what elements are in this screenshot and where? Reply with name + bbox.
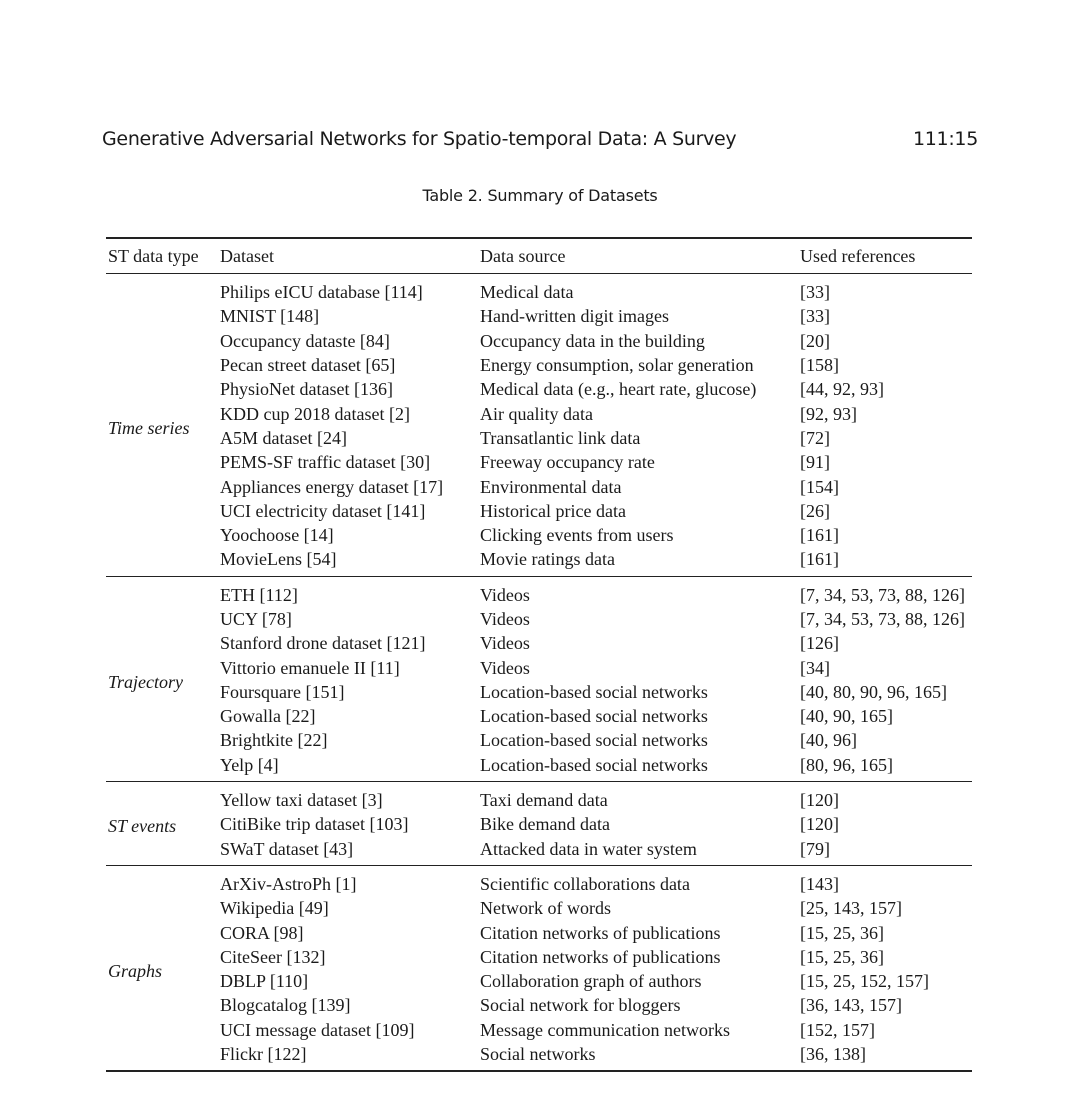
dataset-cell: CORA [98] xyxy=(220,922,304,943)
used-references-cell: [40, 90, 165] xyxy=(800,706,893,727)
table-row xyxy=(106,547,972,576)
data-source-cell: Clicking events from users xyxy=(480,525,674,546)
used-references-cell: [126] xyxy=(800,633,839,654)
table-row xyxy=(106,377,972,401)
dataset-cell: Foursquare [151] xyxy=(220,681,345,702)
used-references-cell: [7, 34, 53, 73, 88, 126] xyxy=(800,584,965,605)
dataset-cell: Yellow taxi dataset [3] xyxy=(220,790,383,811)
table-row xyxy=(106,680,972,704)
dataset-cell: Appliances energy dataset [17] xyxy=(220,476,444,497)
column-header-data-source: Data source xyxy=(480,245,566,266)
used-references-cell: [91] xyxy=(800,452,830,473)
table-row xyxy=(106,274,972,305)
table-row xyxy=(106,993,972,1017)
used-references-cell: [120] xyxy=(800,814,839,835)
dataset-cell: Gowalla [22] xyxy=(220,706,316,727)
used-references-cell: [15, 25, 36] xyxy=(800,946,884,967)
table-caption: Table 2. Summary of Datasets xyxy=(422,186,658,205)
used-references-cell: [152, 157] xyxy=(800,1019,875,1040)
table-row xyxy=(106,631,972,655)
page-number: 111:15 xyxy=(912,128,978,150)
data-source-cell: Location-based social networks xyxy=(480,754,708,775)
data-source-cell: Social networks xyxy=(480,1044,596,1065)
table-row xyxy=(106,945,972,969)
column-header-st-data-type: ST data type xyxy=(108,245,199,266)
used-references-cell: [92, 93] xyxy=(800,403,857,424)
dataset-cell: KDD cup 2018 dataset [2] xyxy=(220,403,410,424)
table-row xyxy=(106,1042,972,1071)
table-row xyxy=(106,329,972,353)
dataset-cell: Vittorio emanuele II [11] xyxy=(220,657,400,678)
dataset-cell: Flickr [122] xyxy=(220,1044,307,1065)
dataset-cell: UCI message dataset [109] xyxy=(220,1019,415,1040)
table-row xyxy=(106,969,972,993)
used-references-cell: [72] xyxy=(800,427,830,448)
st-data-type-cell: Graphs xyxy=(108,961,163,982)
used-references-cell: [33] xyxy=(800,282,830,303)
used-references-cell: [44, 92, 93] xyxy=(800,379,884,400)
data-source-cell: Bike demand data xyxy=(480,814,610,835)
data-source-cell: Movie ratings data xyxy=(480,549,615,570)
dataset-cell: Yoochoose [14] xyxy=(220,525,334,546)
used-references-cell: [25, 143, 157] xyxy=(800,898,902,919)
dataset-cell: ArXiv-AstroPh [1] xyxy=(220,873,357,894)
st-data-type-cell: Trajectory xyxy=(108,671,183,692)
st-data-type-cell: ST events xyxy=(108,816,177,837)
dataset-cell: ETH [112] xyxy=(220,584,298,605)
used-references-cell: [40, 80, 90, 96, 165] xyxy=(800,681,947,702)
dataset-cell: UCY [78] xyxy=(220,609,292,629)
data-source-cell: Social network for bloggers xyxy=(480,995,681,1016)
data-source-cell: Network of words xyxy=(480,898,611,919)
group-time-series xyxy=(106,274,972,577)
table-row xyxy=(106,1018,972,1042)
dataset-cell: Yelp [4] xyxy=(220,754,279,775)
data-source-cell: Message communication networks xyxy=(480,1019,730,1040)
used-references-cell: [15, 25, 152, 157] xyxy=(800,971,929,992)
data-source-cell: Scientific collaborations data xyxy=(480,873,690,894)
data-source-cell: Medical data (e.g., heart rate, glucose) xyxy=(480,379,757,400)
data-source-cell: Air quality data xyxy=(480,403,593,424)
data-source-cell: Energy consumption, solar generation xyxy=(480,355,754,376)
used-references-cell: [40, 96] xyxy=(800,730,857,751)
column-header-used-references: Used references xyxy=(800,245,916,266)
table-row xyxy=(106,576,972,607)
data-source-cell: Citation networks of publications xyxy=(480,946,721,967)
running-head xyxy=(102,128,978,150)
used-references-cell: [161] xyxy=(800,525,839,546)
table-row xyxy=(106,426,972,450)
table-row xyxy=(106,753,972,782)
table-row xyxy=(106,607,972,631)
data-source-cell: Location-based social networks xyxy=(480,706,708,727)
data-source-cell: Freeway occupancy rate xyxy=(480,452,655,473)
data-source-cell: Videos xyxy=(480,657,530,678)
dataset-cell: Occupancy dataste [84] xyxy=(220,330,390,351)
data-source-cell: Collaboration graph of authors xyxy=(480,971,702,992)
dataset-cell: Blogcatalog [139] xyxy=(220,995,351,1016)
dataset-cell: Wikipedia [49] xyxy=(220,898,329,919)
used-references-cell: [154] xyxy=(800,476,839,497)
dataset-cell: CiteSeer [132] xyxy=(220,946,326,967)
dataset-cell: MovieLens [54] xyxy=(220,549,337,570)
dataset-cell: CitiBike trip dataset [103] xyxy=(220,814,409,835)
table-row xyxy=(106,450,972,474)
data-source-cell: Hand-written digit images xyxy=(480,306,669,327)
table-row xyxy=(106,837,972,866)
table-row xyxy=(106,304,972,328)
data-source-cell: Videos xyxy=(480,584,530,605)
used-references-cell: [34] xyxy=(800,657,830,678)
used-references-cell: [143] xyxy=(800,873,839,894)
data-source-cell: Medical data xyxy=(480,282,574,303)
used-references-cell: [15, 25, 36] xyxy=(800,922,884,943)
datasets-table xyxy=(106,237,972,1072)
data-source-cell: Videos xyxy=(480,609,530,629)
table-row xyxy=(106,896,972,920)
used-references-cell: [80, 96, 165] xyxy=(800,754,893,775)
column-header-dataset: Dataset xyxy=(220,245,274,266)
data-source-cell: Taxi demand data xyxy=(480,790,608,811)
st-data-type-cell: Time series xyxy=(108,417,190,438)
dataset-cell: Stanford drone dataset [121] xyxy=(220,633,426,654)
used-references-cell: [161] xyxy=(800,549,839,570)
dataset-cell: SWaT dataset [43] xyxy=(220,838,354,859)
dataset-cell: PhysioNet dataset [136] xyxy=(220,379,393,400)
data-source-cell: Environmental data xyxy=(480,476,622,497)
table-row xyxy=(106,353,972,377)
table-header xyxy=(106,238,972,274)
used-references-cell: [26] xyxy=(800,500,830,521)
group-trajectory xyxy=(106,576,972,781)
dataset-cell: Philips eICU database [114] xyxy=(220,282,423,303)
table-row xyxy=(106,920,972,944)
group-graphs xyxy=(106,865,972,1071)
dataset-cell: Brightkite [22] xyxy=(220,730,328,751)
used-references-cell: [20] xyxy=(800,330,830,351)
table-row xyxy=(106,655,972,679)
used-references-cell: [120] xyxy=(800,790,839,811)
dataset-cell: DBLP [110] xyxy=(220,971,309,992)
data-source-cell: Videos xyxy=(480,633,530,654)
used-references-cell: [36, 143, 157] xyxy=(800,995,902,1016)
table-row xyxy=(106,499,972,523)
table-row xyxy=(106,523,972,547)
table-row xyxy=(106,865,972,896)
running-title: Generative Adversarial Networks for Spatio-temporal Data: A Survey xyxy=(102,128,737,150)
header-row xyxy=(106,238,972,274)
data-source-cell: Location-based social networks xyxy=(480,730,708,751)
dataset-cell: UCI electricity dataset [141] xyxy=(220,500,426,521)
table-row xyxy=(106,401,972,425)
table-row xyxy=(106,704,972,728)
used-references-cell: [36, 138] xyxy=(800,1044,866,1065)
group-st-events xyxy=(106,781,972,865)
dataset-cell: MNIST [148] xyxy=(220,306,320,327)
dataset-cell: A5M dataset [24] xyxy=(220,427,347,448)
data-source-cell: Attacked data in water system xyxy=(480,838,697,859)
table-row xyxy=(106,728,972,752)
table-row xyxy=(106,781,972,812)
table-row xyxy=(106,812,972,836)
datasets-table-container xyxy=(106,237,972,1072)
used-references-cell: [33] xyxy=(800,306,830,327)
data-source-cell: Occupancy data in the building xyxy=(480,330,705,351)
dataset-cell: Pecan street dataset [65] xyxy=(220,355,396,376)
dataset-cell: PEMS-SF traffic dataset [30] xyxy=(220,452,431,473)
data-source-cell: Citation networks of publications xyxy=(480,922,721,943)
used-references-cell: [79] xyxy=(800,838,830,859)
used-references-cell: [7, 34, 53, 73, 88, 126] xyxy=(800,609,965,629)
data-source-cell: Location-based social networks xyxy=(480,681,708,702)
table-row xyxy=(106,474,972,498)
data-source-cell: Transatlantic link data xyxy=(480,427,641,448)
data-source-cell: Historical price data xyxy=(480,500,626,521)
used-references-cell: [158] xyxy=(800,355,839,376)
